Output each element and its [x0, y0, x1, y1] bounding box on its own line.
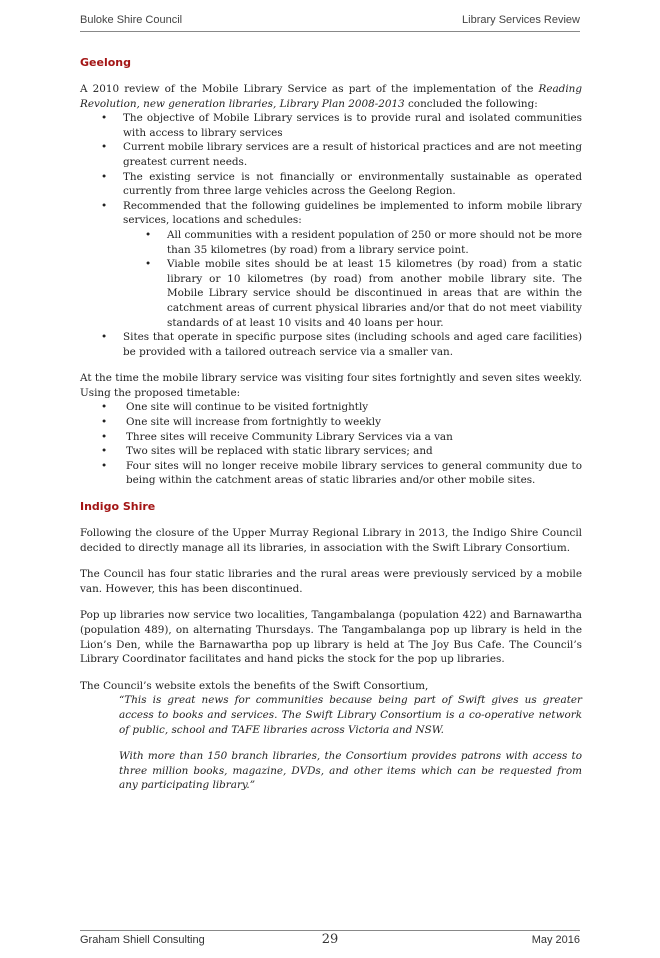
list-item: • Current mobile library services are a result of historical practices and are not meeting greatest current needs. [80, 140, 582, 169]
indigo-paragraph: Pop up libraries now service two localities, Tangambalanga (population 422) and Barnawartha (population 489), on alternating Thursdays. The Tangambalanga pop up library is held in the Lion’s Den, while the Barnawartha pop up library is held at The Joy Bus Cafe. The Council’s Library Coordinator facilitates and hand picks the stock for the pop up libraries. [80, 609, 582, 666]
quote-paragraph: With more than 150 branch libraries, the Consortium provides patrons with access to three million books, magazine, DVDs, and other items which can be requested from any participating library.” [119, 750, 582, 792]
indigo-heading: Indigo Shire [80, 500, 156, 514]
page-number: 29 [321, 932, 339, 947]
list-item: • The objective of Mobile Library services is to provide rural and isolated communities with access to library services [80, 111, 582, 140]
list-item: • One site will continue to be visited fortnightly [80, 400, 582, 415]
indigo-paragraph: The Council has four static libraries and the rural areas were previously serviced by a mobile van. However, this has been discontinued. [80, 568, 582, 595]
geelong-heading: Geelong [80, 56, 131, 69]
sub-list-item: • Viable mobile sites should be at least 15 kilometres (by road) from a static library or 10 kilometres (by road) from another mobile library site. The Mobile Library service should be discontinued in areas that are within the catchment areas of current physical libraries and/or that do not meet viability standards of at least 10 visits and 40 loans per hour. [123, 257, 582, 330]
header-left: Buloke Shire Council [80, 14, 183, 26]
indigo-paragraph: Following the closure of the Upper Murray Regional Library in 2013, the Indigo Shire Council decided to directly manage all its libraries, in association with the Swift Library Consortium. [80, 527, 582, 554]
timetable-paragraph: At the time the mobile library service was visiting four sites fortnightly and seven sites weekly. Using the proposed timetable: [80, 372, 582, 399]
website-intro: The Council’s website extols the benefits of the Swift Consortium, [80, 679, 429, 692]
list-item: • Three sites will receive Community Library Services via a van [80, 430, 582, 445]
page-body [80, 56, 582, 805]
list-item [80, 199, 582, 330]
footer-left: Graham Shiell Consulting [80, 934, 205, 946]
swift-quote [80, 693, 582, 793]
intro-text: A 2010 review of the Mobile Library Service as part of the implementation of the [80, 83, 539, 95]
geelong-review-list [80, 111, 582, 359]
list-item: • The existing service is not financially or environmentally sustainable as operated currently from three large vehicles across the Geelong Region. [80, 170, 582, 199]
quote-paragraph: “This is great news for communities because being part of Swift gives us greater access to books and services. The Swift Library Consortium is a co-operative network of public, school and TAFE libraries across Victoria and NSW. [119, 694, 582, 736]
guidelines-sublist [123, 228, 582, 330]
intro-plan-title: Reading Revolution, new generation libraries, Library Plan 2008-2013 [80, 83, 582, 110]
page-footer [80, 932, 580, 952]
geelong-intro [80, 82, 582, 111]
header-rule [80, 31, 580, 32]
list-item: • One site will increase from fortnightly to weekly [80, 415, 582, 430]
list-item-text: Recommended that the following guidelines be implemented to inform mobile library services, locations and schedules: [123, 199, 582, 227]
header-right: Library Services Review [462, 14, 580, 26]
sub-list-item: • All communities with a resident population of 250 or more should not be more than 35 kilometres (by road) from a library service point. [123, 228, 582, 257]
footer-rule [80, 930, 580, 931]
page-header [80, 14, 580, 32]
list-item: • Sites that operate in specific purpose sites (including schools and aged care facilities) be provided with a tailored outreach service via a smaller van. [80, 330, 582, 359]
intro-text-end: concluded the following: [404, 97, 538, 110]
timetable-list [80, 400, 582, 488]
list-item: • Four sites will no longer receive mobile library services to general community due to being within the catchment areas of static libraries and/or other mobile sites. [80, 459, 582, 488]
footer-right: May 2016 [531, 934, 580, 946]
list-item: • Two sites will be replaced with static library services; and [80, 444, 582, 459]
